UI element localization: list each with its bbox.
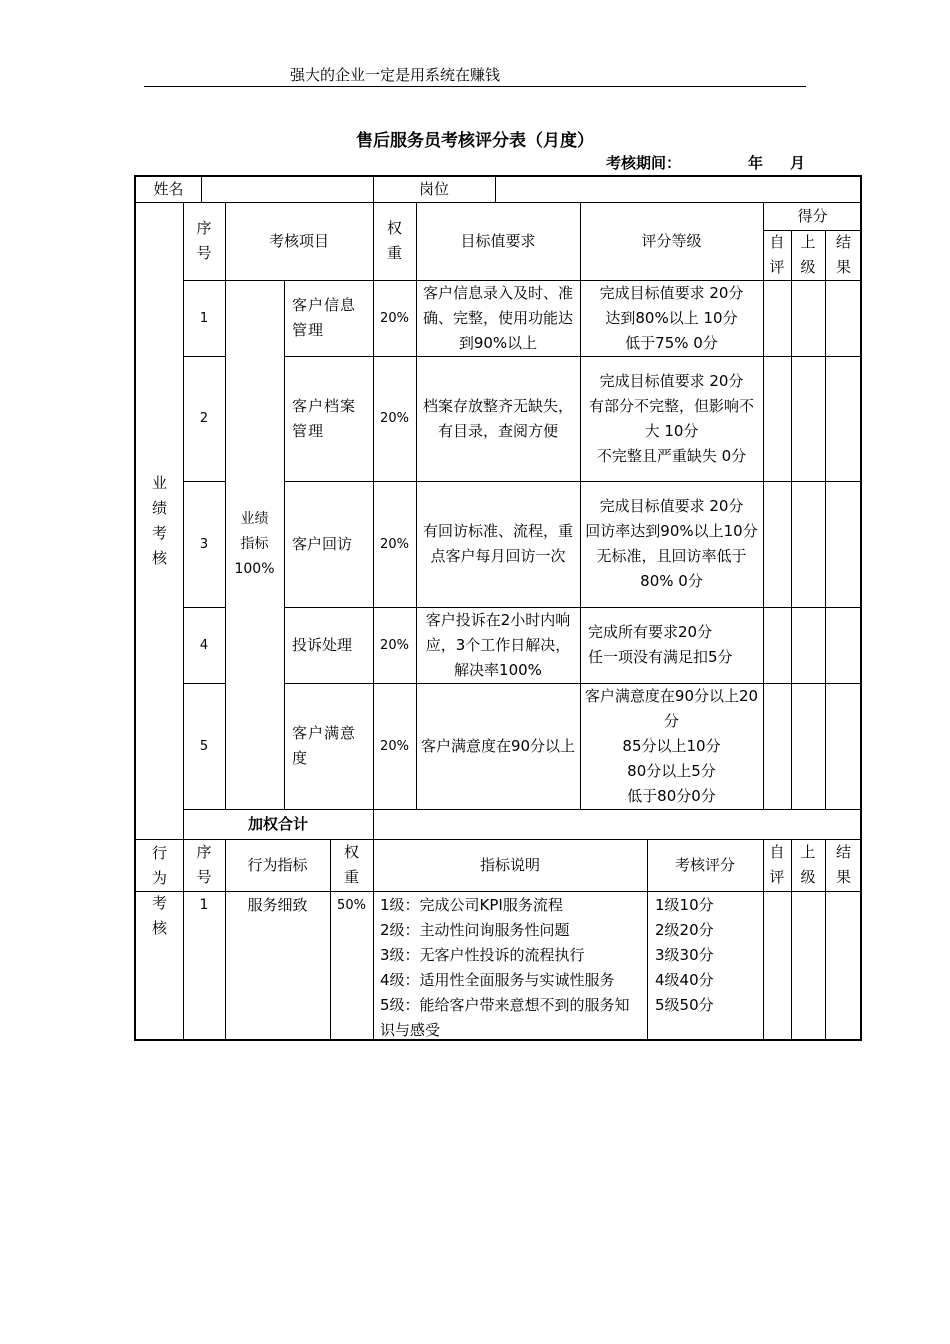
behavior-header-score: 考核评分 bbox=[674, 855, 735, 874]
list-item: 1级：完成公司KPI服务流程 bbox=[380, 896, 563, 914]
table-row-item: 客户档案管理 bbox=[292, 396, 357, 440]
table-row-grade: 完成目标值要求 20分 达到80%以上 10分 低于75% 0分 bbox=[599, 283, 744, 352]
performance-section-label: 业 绩 考 核 bbox=[151, 473, 167, 567]
post-label: 岗位 bbox=[418, 180, 449, 198]
list-item: 2级：主动性问询服务性问题 bbox=[380, 921, 570, 939]
table-row-item: 客户回访 bbox=[292, 534, 353, 553]
table-row-indicator: 服务细致 bbox=[247, 896, 308, 914]
perf-header-item: 考核项目 bbox=[268, 231, 329, 250]
table-row-seq: 1 bbox=[199, 310, 209, 326]
name-value-cell[interactable] bbox=[201, 177, 373, 202]
perf-header-target: 目标值要求 bbox=[460, 231, 536, 250]
behavior-header-indicator: 行为指标 bbox=[247, 855, 308, 874]
table-row-grade: 客户满意度在90分以上20分 85分以上10分 80分以上5分 低于80分0分 bbox=[584, 686, 759, 805]
list-item: 5级50分 bbox=[655, 996, 714, 1014]
perf-header-score: 得分 bbox=[797, 206, 828, 225]
table-row-weight: 50% bbox=[337, 898, 366, 913]
perf-header-superior: 上 级 bbox=[800, 233, 816, 276]
behavior-header-self: 自 评 bbox=[769, 843, 785, 886]
behavior-header-desc: 指标说明 bbox=[479, 855, 540, 874]
table-row-weight: 20% bbox=[380, 310, 409, 326]
list-item: 3级：无客户性投诉的流程执行 bbox=[380, 946, 585, 964]
table-row-weight: 20% bbox=[380, 536, 409, 552]
table-row-seq: 5 bbox=[199, 738, 209, 754]
table-row-target: 客户信息录入及时、准确、完整，使用功能达到90%以上 bbox=[422, 283, 573, 352]
perf-header-result: 结 果 bbox=[835, 233, 851, 276]
evaluation-table bbox=[134, 175, 862, 1041]
perf-header-weight: 权 重 bbox=[386, 219, 402, 262]
period-label: 考核期间： bbox=[606, 154, 682, 172]
behavior-header-weight: 权 重 bbox=[343, 843, 359, 886]
table-row-item: 客户满意度 bbox=[292, 724, 357, 767]
list-item: 2级20分 bbox=[655, 921, 714, 939]
table-row-target: 客户投诉在2小时内响应，3个工作日解决，解决率100% bbox=[425, 610, 571, 679]
table-row-weight: 20% bbox=[380, 738, 409, 754]
table-row-item: 投诉处理 bbox=[292, 635, 353, 654]
table-row-seq: 1 bbox=[199, 897, 209, 913]
table-row-weight: 20% bbox=[380, 637, 409, 653]
table-row-grade: 完成目标值要求 20分 回访率达到90%以上10分 无标准，且回访率低于80% 0分 bbox=[585, 497, 758, 590]
behavior-desc-list bbox=[380, 893, 644, 1043]
perf-header-self: 自 评 bbox=[769, 233, 785, 276]
weighted-total-value-cell[interactable] bbox=[373, 809, 862, 839]
list-item: 5级：能给客户带来意想不到的服务知识与感受 bbox=[380, 996, 630, 1039]
behavior-header-superior: 上 级 bbox=[800, 843, 816, 886]
perf-group-label: 业绩 指标 100% bbox=[234, 511, 275, 577]
perf-header-seq: 序 号 bbox=[196, 219, 212, 262]
list-item: 4级：适用性全面服务与实诚性服务 bbox=[380, 971, 615, 989]
table-row-seq: 2 bbox=[199, 411, 209, 426]
table-row-seq: 4 bbox=[199, 637, 209, 653]
table-row-seq: 3 bbox=[199, 536, 209, 552]
table-row-weight: 20% bbox=[380, 411, 409, 426]
list-item: 1级10分 bbox=[655, 896, 714, 914]
document-header: 强大的企业一定是用系统在赚钱 bbox=[290, 66, 501, 84]
perf-header-grade: 评分等级 bbox=[641, 231, 702, 250]
table-row-target: 客户满意度在90分以上 bbox=[420, 736, 576, 755]
table-row-item: 客户信息管理 bbox=[292, 296, 357, 339]
table-row-target: 有回访标准、流程，重点客户每月回访一次 bbox=[422, 522, 573, 565]
table-row-grade: 完成所有要求20分 任一项没有满足扣5分 bbox=[588, 623, 733, 666]
behavior-header-result: 结 果 bbox=[835, 843, 851, 886]
post-value-cell[interactable] bbox=[495, 177, 862, 202]
table-row-grade: 完成目标值要求 20分 有部分不完整，但影响不大 10分 不完整且严重缺失 0分 bbox=[588, 371, 754, 465]
behavior-score-list bbox=[655, 893, 759, 1018]
behavior-header-seq: 序 号 bbox=[196, 843, 212, 886]
table-row-target: 档案存放整齐无缺失，有目录，查阅方便 bbox=[422, 396, 573, 440]
name-label: 姓名 bbox=[153, 180, 184, 198]
year-label: 年 bbox=[748, 154, 764, 172]
header-rule bbox=[144, 86, 806, 87]
page-title: 售后服务员考核评分表（月度） bbox=[356, 131, 594, 151]
month-label: 月 bbox=[790, 154, 806, 172]
list-item: 3级30分 bbox=[655, 946, 714, 964]
behavior-section-label: 行 为 考 核 bbox=[151, 844, 167, 937]
weighted-total-label: 加权合计 bbox=[247, 814, 308, 833]
list-item: 4级40分 bbox=[655, 971, 714, 989]
